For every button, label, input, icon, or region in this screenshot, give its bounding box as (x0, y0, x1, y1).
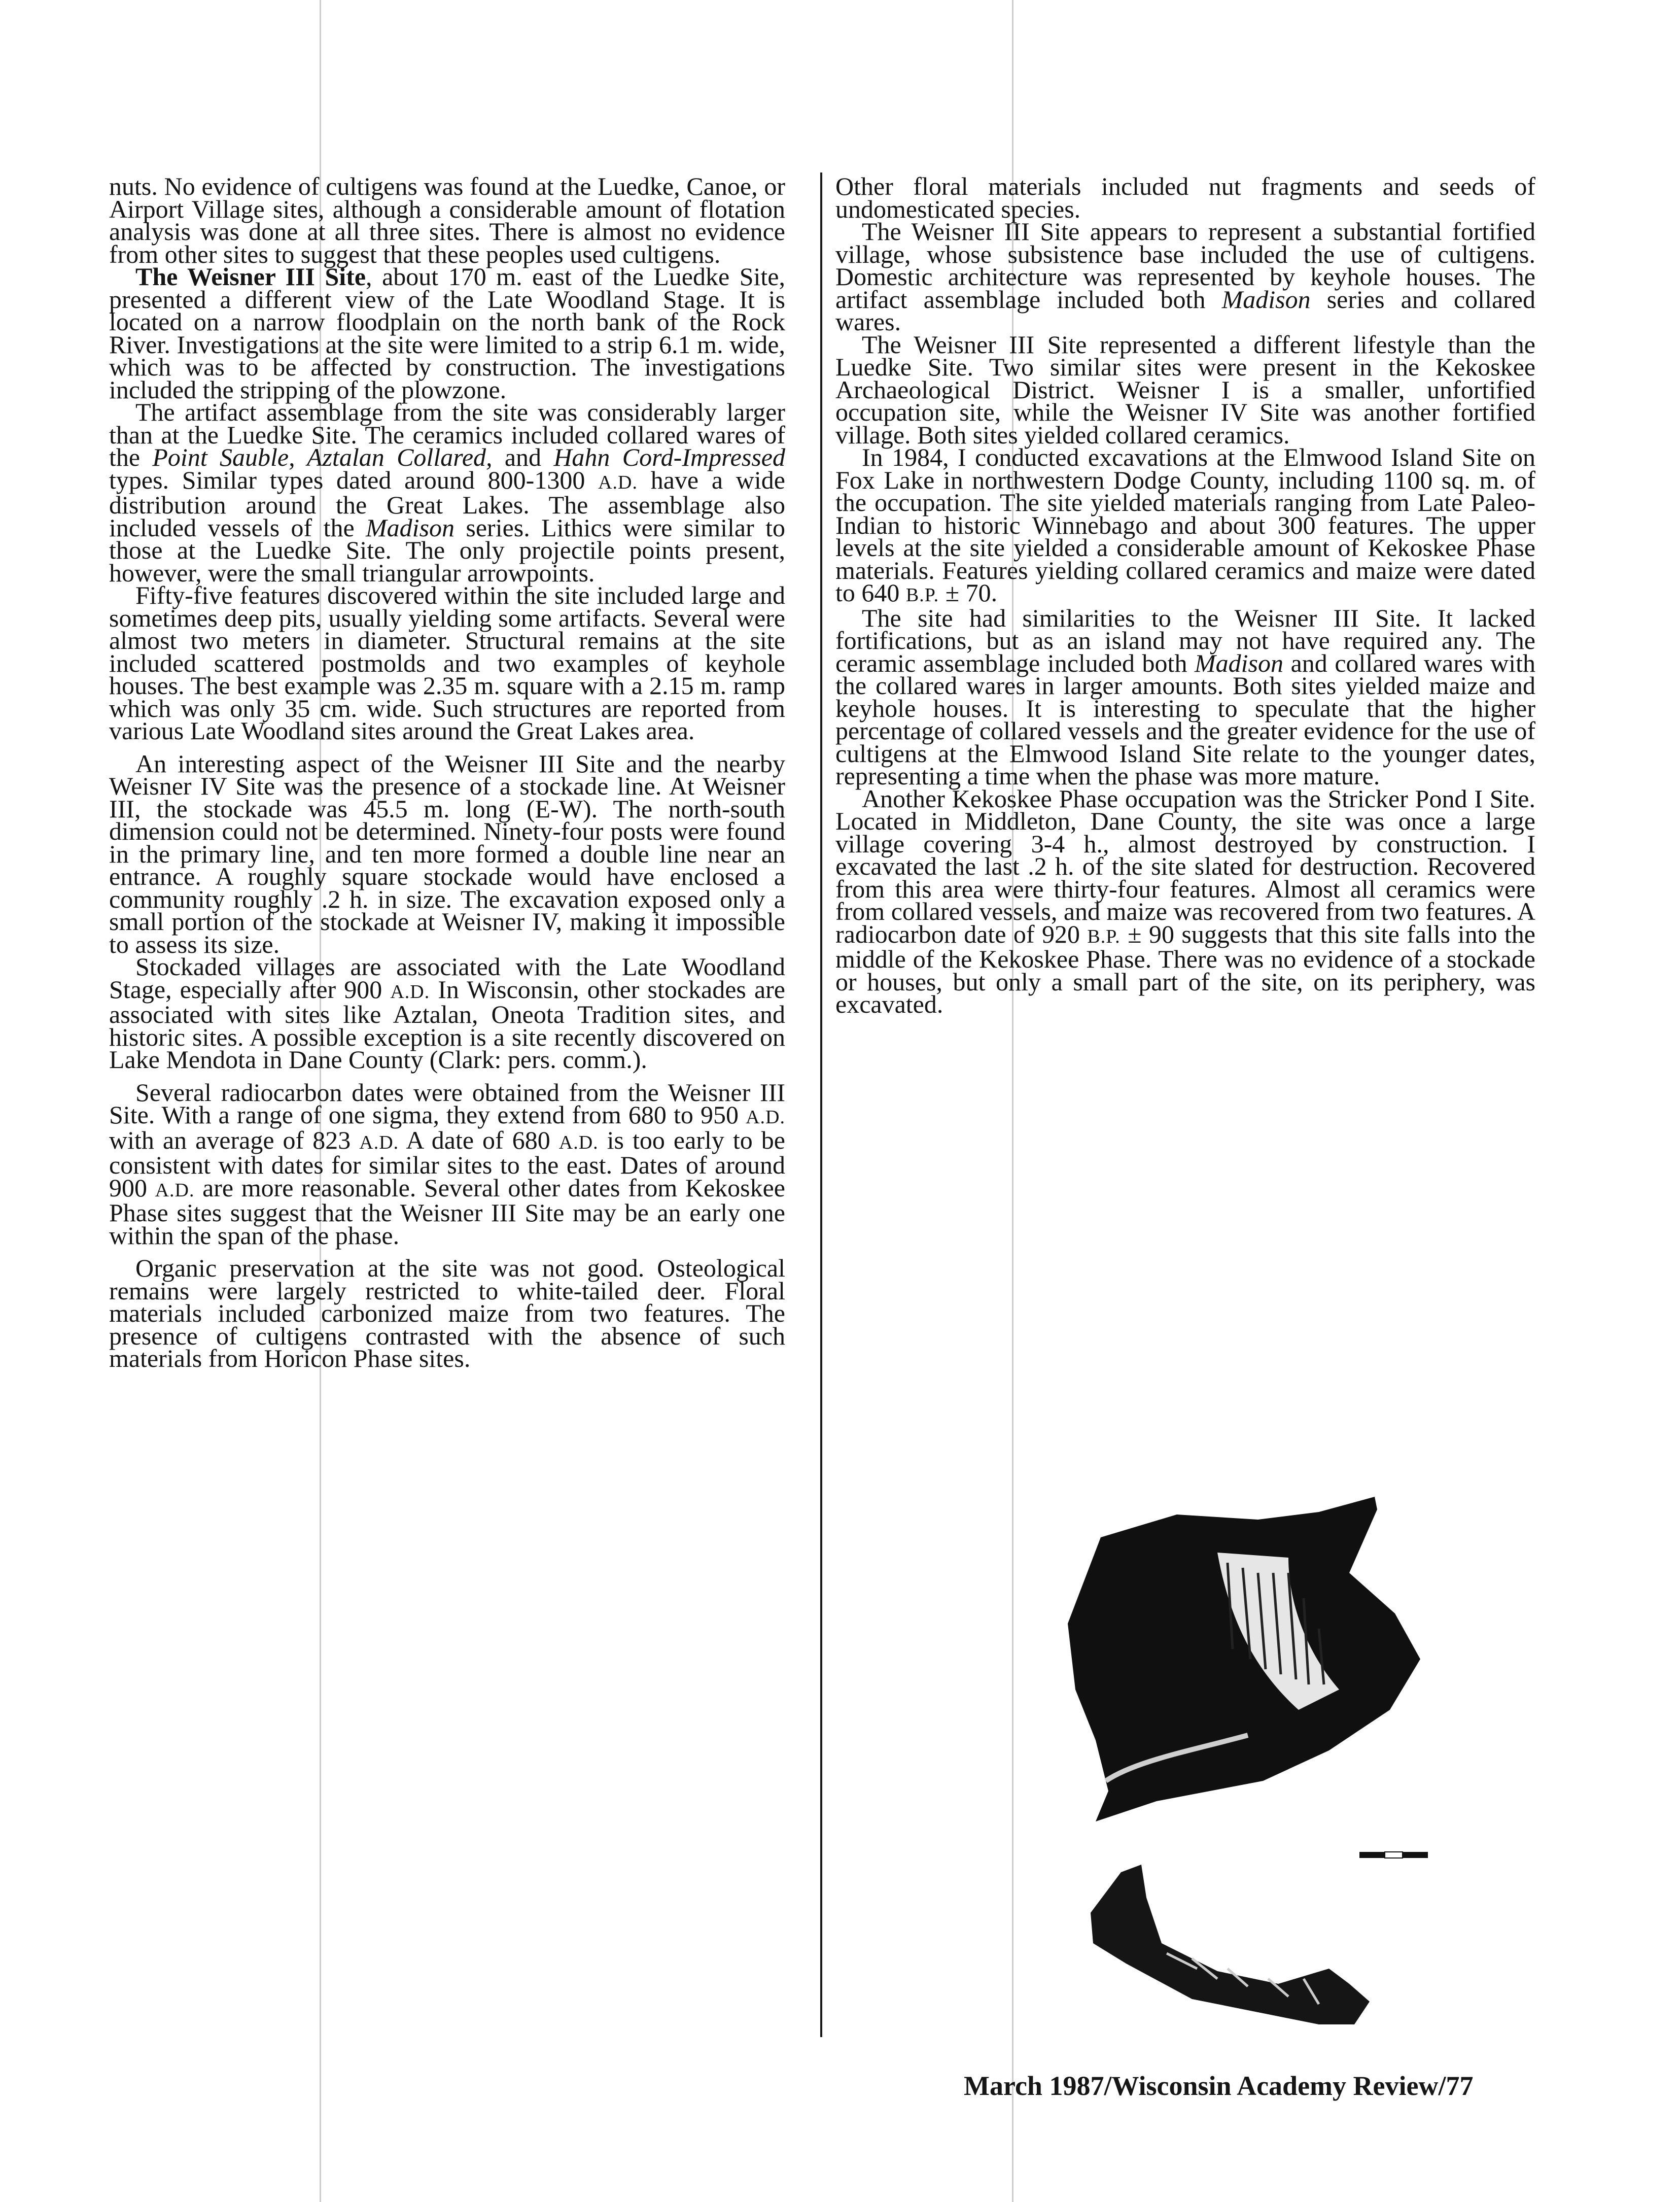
rim-sherd-upper (1068, 1497, 1420, 1821)
paragraph: Several radiocarbon dates were obtained from the Weisner III Site. With a range of one sigma, they extend from 680 to 950 A.D. with an average of 823 A.D. A date of 680 A.D. is too early to be consistent with dates for similar sites to the east. Dates of around 900 A.D. are more reasonable. Several other dates from Kekoskee Phase sites suggest that the Weisner III Site may be an early one within the span of the phase. (109, 1078, 785, 1250)
page-footer: March 1987/Wisconsin Academy Review/77 (964, 2071, 1474, 2101)
paragraph: nuts. No evidence of cultigens was found at the Luedke, Canoe, or Airport Village sites, although a considerable amount of flotation analysis was done at all three sites. There is almost no evidence from other sites to suggest that these peoples used cultigens. (109, 172, 785, 268)
paragraph: The site had similarities to the Weisner III Site. It lacked fortifications, but as an island may not have required any. The ceramic assemblage included both Madison and collared wares with the collared wares in larger amounts. Both sites yielded maize and keyhole houses. It is interesting to speculate that the higher percentage of collared vessels and the greater evidence for the use of cultigens at the Elmwood Island Site relate to the younger dates, representing a time when the phase was more mature. (835, 603, 1535, 790)
paragraph: Organic preservation at the site was not good. Osteological remains were largely restricted to white-tailed deer. Floral materials included carbonized maize from two features. The presence of cultigens contrasted with the absence of such materials from Horicon Phase sites. (109, 1254, 785, 1372)
right-column (835, 172, 1536, 1018)
column-divider (820, 173, 822, 2037)
paragraph: The artifact assemblage from the site was considerably larger than at the Luedke Site. The ceramics included collared wares of the Point Sauble, Aztalan Collared, and Hahn Cord-Impressed types. Similar types dated around 800-1300 A.D. have a wide distribution around the Great Lakes. The assemblage also included vessels of the Madison series. Lithics were similar to those at the Luedke Site. The only projectile points present, however, were the small triangular arrowpoints. (109, 398, 785, 587)
rim-sherd-lower (1091, 1865, 1370, 2024)
paragraph: An interesting aspect of the Weisner III Site and the nearby Weisner IV Site was the presence of a stockade line. At Weisner III, the stockade was 45.5 m. long (E-W). The north-south dimension could not be determined. Ninety-four posts were found in the primary line, and ten more formed a double line near an entrance. A roughly square stockade would have enclosed a community roughly .2 h. in size. The excavation exposed only a small portion of the stockade at Weisner IV, making it impossible to assess its size. (109, 749, 785, 958)
paragraph: Another Kekoskee Phase occupation was the Stricker Pond I Site. Located in Middleton, Dane County, the site was once a large village covering 3-4 h., almost destroyed by construction. I excavated the last .2 h. of the site slated for destruction. Recovered from this area were thirty-four features. Almost all ceramics were from collared vessels, and maize was recovered from two features. A radiocarbon date of 920 B.P. ± 90 suggests that this site falls into the middle of the Kekoskee Phase. There was no evidence of a stockade or houses, but only a small part of the site, on its periphery, was excavated. (835, 784, 1536, 1018)
paragraph: The Weisner III Site represented a different lifestyle than the Luedke Site. Two similar sites were present in the Kekoskee Archaeological District. Weisner I is a smaller, unfortified occupation site, while the Weisner IV Site was another fortified village. Both sites yielded collared ceramics. (835, 330, 1535, 449)
paragraph: Stockaded villages are associated with the Late Woodland Stage, especially after 900 A.D. In Wisconsin, other stockades are associated with sites like Aztalan, Oneota Tradition sites, and historic sites. A possible exception is a site recently discovered on Lake Mendota in Dane County (Clark: pers. comm.). (109, 952, 785, 1074)
paragraph: In 1984, I conducted excavations at the Elmwood Island Site on Fox Lake in northwestern Dodge County, including 1100 sq. m. of the occupation. The site yielded materials ranging from Late Paleo-Indian to historic Winnebago and about 300 features. The upper levels at the site yielded a considerable amount of Kekoskee Phase materials. Features yielding collared ceramics and maize were dated to 640 B.P. ± 70. (835, 443, 1535, 607)
paragraph: Fifty-five features discovered within the site included large and sometimes deep pits, usually yielding some artifacts. Several were almost two meters in diameter. Structural remains at the site included scattered postmolds and two examples of keyhole houses. The best example was 2.35 m. square with a 2.15 m. ramp which was only 35 cm. wide. Such structures are reported from various Late Woodland sites around the Great Lakes area. (109, 581, 785, 745)
pottery-illustration (1065, 1497, 1481, 2055)
scale-bar (1359, 1852, 1428, 1858)
left-column (109, 172, 785, 1372)
paragraph: Other floral materials included nut fragments and seeds of undomesticated species. (835, 172, 1535, 223)
paragraph: The Weisner III Site, about 170 m. east of the Luedke Site, presented a different view of the Late Woodland Stage. It is located on a narrow floodplain on the north bank of the Rock River. Investigations at the site were limited to a strip 6.1 m. wide, which was to be affected by construction. The investigations included the stripping of the plowzone. (109, 262, 785, 404)
paragraph: The Weisner III Site appears to represent a substantial fortified village, whose subsistence base included the use of cultigens. Domestic architecture was represented by keyhole houses. The artifact assemblage included both Madison series and collared wares. (835, 217, 1535, 336)
